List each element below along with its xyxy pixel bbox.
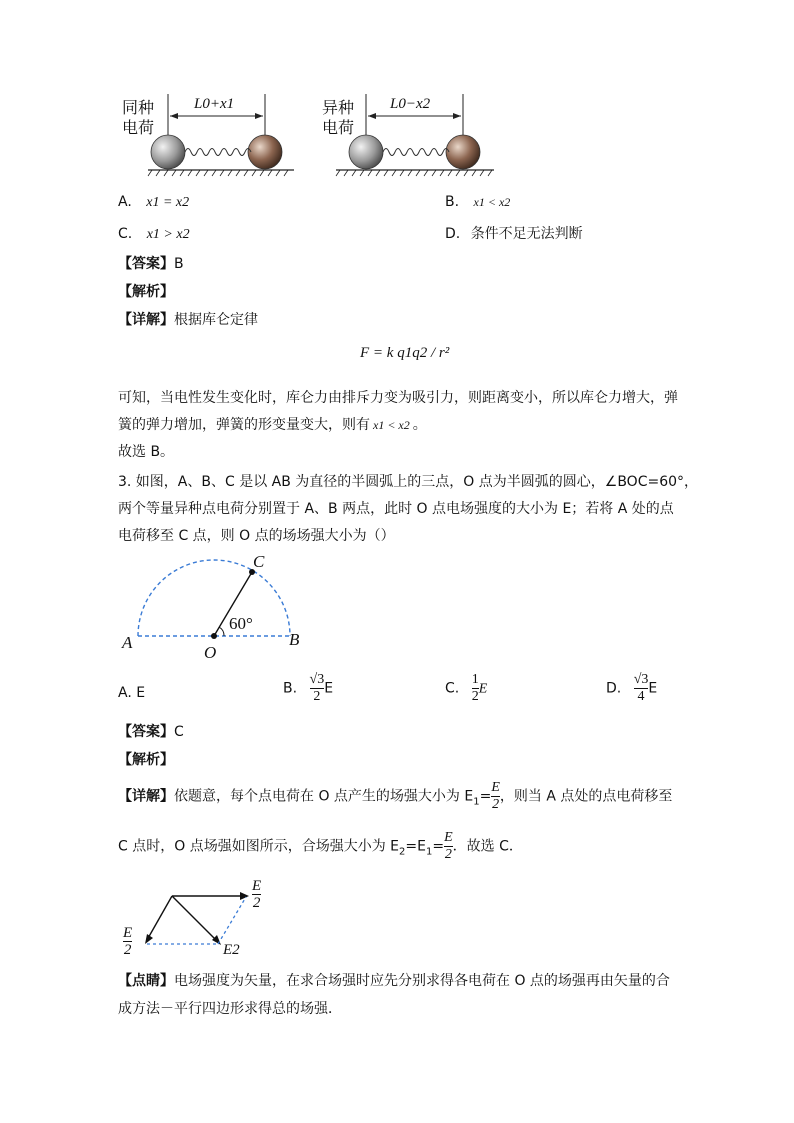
label-line: 异种	[322, 98, 355, 117]
comment-text: 电场强度为矢量，在求合场强时应先分别求得各电荷在 O 点的场强再由矢量的合	[174, 973, 670, 989]
eq: =	[432, 838, 445, 855]
frac-num: 1	[471, 672, 479, 687]
fraction	[472, 672, 479, 705]
conclusion-text: 簧的弹力增加，弹簧的形变量变大，则有	[118, 417, 370, 433]
q3-stem-2: 两个等量异种点电荷分别置于 A、B 两点，此时 O 点电场强度的大小为 E；若将 A 处的点	[118, 501, 674, 517]
option-expr: x1 = x2	[146, 195, 190, 210]
q3-option-b	[283, 672, 333, 705]
q2-conclusion-2	[118, 414, 427, 436]
frac-den: 2	[252, 895, 261, 911]
q2-option-d	[445, 223, 583, 245]
figure-same-charge	[118, 94, 298, 184]
eq: =	[479, 788, 492, 805]
option-letter: B.	[445, 194, 460, 210]
detail-tail: ．故选 C．	[452, 838, 523, 855]
option-text: 条件不足无法判断	[470, 226, 583, 242]
frac-num: √3	[309, 672, 325, 687]
figure-opposite-charge	[318, 94, 498, 184]
option-letter: B.	[283, 680, 298, 697]
fraction	[634, 672, 649, 705]
frac-den: 2	[492, 797, 500, 812]
detail-text: 根据库仑定律	[174, 312, 258, 328]
ball-gray	[151, 135, 185, 169]
frac-num: E	[123, 925, 133, 941]
ball-brown	[446, 135, 480, 169]
fraction	[491, 780, 500, 813]
q2-option-c	[118, 223, 190, 246]
label-line: 电荷	[122, 118, 155, 137]
label-line: 同种	[122, 98, 155, 117]
frac-num: E	[252, 878, 262, 894]
label-b: B	[289, 630, 300, 649]
sub: 1	[425, 846, 433, 858]
frac-den: 4	[634, 688, 649, 705]
analysis-tag: 【解析】	[118, 284, 174, 300]
option-tail: E	[478, 681, 488, 697]
vector-diagram	[118, 876, 288, 956]
ball-brown	[248, 135, 282, 169]
q2-detail	[118, 309, 258, 331]
q3-option-c	[445, 672, 487, 705]
spring	[383, 149, 449, 156]
q3-stem-1: 3. 如图，A、B、C 是以 AB 为直径的半圆弧上的三点，O 点为半圆弧的圆心，∠BOC=60°，	[118, 474, 699, 490]
frac-num: E	[444, 830, 453, 845]
q2-choose: 故选 B。	[118, 444, 175, 460]
q3-analysis	[118, 749, 174, 771]
detail-tag: 【详解】	[118, 788, 174, 805]
option-letter: A.	[118, 194, 132, 210]
q3-detail-2	[118, 830, 523, 863]
detail-text: 依题意，每个点电荷在 O 点产生的场强大小为 E	[174, 788, 474, 805]
option-letter: C.	[445, 680, 460, 697]
label-angle: 60°	[229, 614, 253, 633]
mid: =E	[405, 838, 426, 855]
option-expr: x1 > x2	[146, 227, 190, 242]
q3-comment-1	[118, 970, 670, 992]
comment-tag: 【点睛】	[118, 973, 174, 989]
conclusion-expr: x1 < x2	[373, 418, 410, 432]
label-o: O	[204, 643, 217, 662]
q2-analysis	[118, 281, 174, 303]
answer-tag: 【答案】	[118, 724, 174, 740]
detail-text: C 点时，O 点场强如图所示，合场强大小为 E	[118, 838, 399, 855]
option-expr: x1 < x2	[473, 195, 511, 209]
option-letter: C.	[118, 226, 133, 242]
q3-comment-2: 成方法－平行四边形求得总的场强．	[118, 1001, 342, 1017]
vector-label-e2: E2	[223, 942, 240, 958]
dim-label-left: L0+x1	[194, 96, 235, 112]
frac-den: 2	[444, 847, 452, 862]
semicircle-figure	[118, 550, 318, 665]
q3-option-d	[606, 672, 657, 705]
sub: 2	[399, 846, 406, 858]
q3-stem-3: 电荷移至 C 点，则 O 点的场场强大小为（）	[118, 528, 395, 544]
q2-answer	[118, 253, 184, 275]
detail-tail: ，则当 A 点处的点电荷移至	[499, 788, 673, 805]
conclusion-end: 。	[412, 417, 427, 433]
q2-option-b	[445, 191, 510, 213]
q2-conclusion-1: 可知，当电性发生变化时，库仑力由排斥力变为吸引力，则距离变小，所以库仑力增大，弹	[118, 390, 678, 406]
q2-option-a	[118, 191, 189, 214]
option-letter: D.	[445, 226, 461, 242]
frac-num: E	[491, 780, 500, 795]
ball-gray	[349, 135, 383, 169]
option-tail: E	[648, 680, 658, 697]
detail-tag: 【详解】	[118, 312, 174, 328]
frac-den: 2	[310, 688, 325, 705]
frac-den: 2	[123, 942, 132, 958]
vector-label-left	[123, 925, 132, 958]
sub: 1	[473, 796, 480, 808]
coulomb-formula: F = k q1q2 / r²	[360, 345, 450, 361]
spring	[185, 149, 251, 156]
option-letter: D.	[606, 680, 622, 697]
label-c: C	[253, 552, 265, 571]
fraction	[310, 672, 325, 705]
vector-label-top	[252, 878, 261, 911]
analysis-tag: 【解析】	[118, 752, 174, 768]
answer-tag: 【答案】	[118, 256, 174, 272]
answer-value: C	[174, 724, 184, 740]
q3-answer	[118, 721, 184, 743]
answer-value: B	[174, 256, 184, 272]
label-line: 电荷	[322, 118, 355, 137]
fraction	[444, 830, 453, 863]
dim-label-right: L0−x2	[390, 96, 431, 112]
q3-detail-1	[118, 780, 672, 813]
frac-num: √3	[633, 672, 649, 687]
q3-option-a: A. E	[118, 685, 146, 701]
option-tail: E	[324, 680, 334, 697]
label-a: A	[122, 633, 133, 652]
frac-den: 2	[471, 689, 479, 704]
